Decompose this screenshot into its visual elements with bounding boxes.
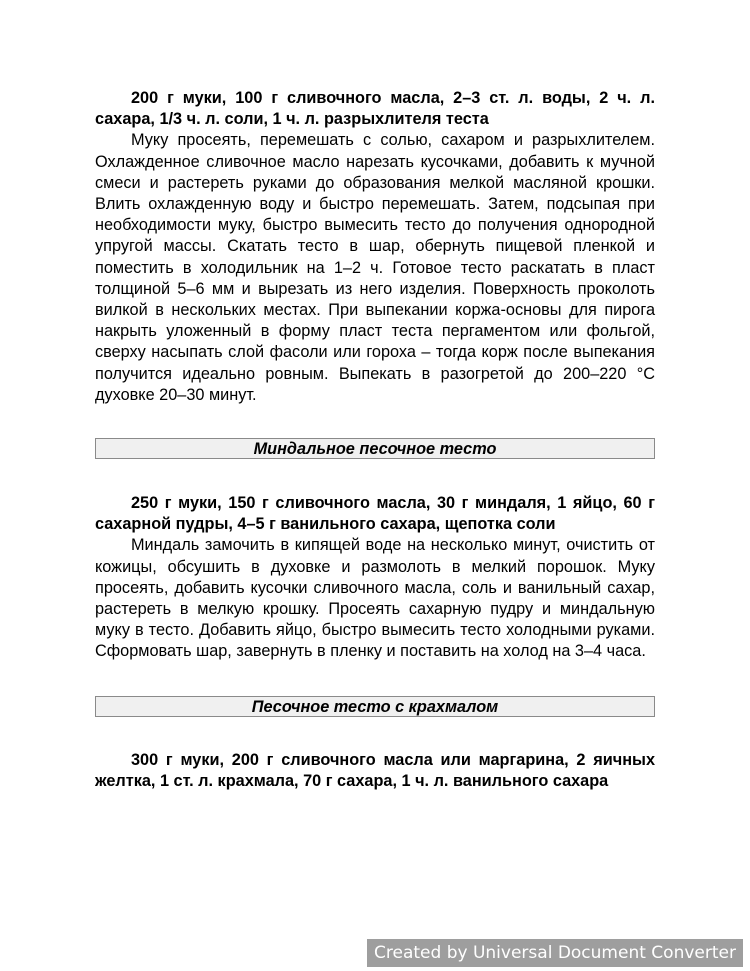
recipe-method: Муку просеять, перемешать с солью, сахаром и разрыхлителем. Охлажденное сливочное масло нарезать кусочками, добавить к мучной смеси и растереть руками до образования мелкой масляной крошки. Влить охлажденную воду и быстро перемешать. Затем, подсыпая при необходимости муку, быстро вымесить тесто до получения однородной упругой массы. Скатать тесто в шар, обернуть пищевой пленкой и поместить в холодильник на 1–2 ч. Готовое тесто раскатать в пласт толщиной 5–6 мм и вырезать из него изделия. Поверхность проколоть вилкой в нескольких местах. При выпекании коржа-основы для пирога накрыть уложенный в форму пласт теста пергаментом или фольгой, сверху насыпать слой фасоли или гороха – тогда корж после выпекания получится идеально ровным. Выпекать в разогретой до 200–220 °С духовке 20–30 минут. xyxy=(95,131,655,404)
section-title-almond-dough: Миндальное песочное тесто xyxy=(95,438,655,459)
recipe-ingredients: 300 г муки, 200 г сливочного масла или маргарина, 2 яичных желтка, 1 ст. л. крахмала, 70 г сахара, 1 ч. л. ванильного сахара xyxy=(95,750,655,790)
document-page xyxy=(95,88,655,792)
section-title-starch-dough: Песочное тесто с крахмалом xyxy=(95,696,655,717)
recipe-method: Миндаль замочить в кипящей воде на несколько минут, очистить от кожицы, обсушить в духовке и размолоть в мелкий порошок. Муку просеять, добавить кусочки сливочного масла, соль и ванильный сахар, растереть в мелкую крошку. Просеять сахарную пудру и миндальную муку в тесто. Добавить яйцо, быстро вымесить тесто холодными руками. Сформовать шар, завернуть в пленку и поставить на холод на 3–4 часа. xyxy=(95,536,655,661)
recipe-ingredients: 250 г муки, 150 г сливочного масла, 30 г миндаля, 1 яйцо, 60 г сахарной пудры, 4–5 г ванильного сахара, щепотка соли xyxy=(95,494,655,534)
recipe-ingredients: 200 г муки, 100 г сливочного масла, 2–3 ст. л. воды, 2 ч. л. сахара, 1/3 ч. л. соли, 1 ч. л. разрыхлителя теста xyxy=(95,89,655,129)
converter-watermark: Created by Universal Document Converter xyxy=(367,939,743,967)
